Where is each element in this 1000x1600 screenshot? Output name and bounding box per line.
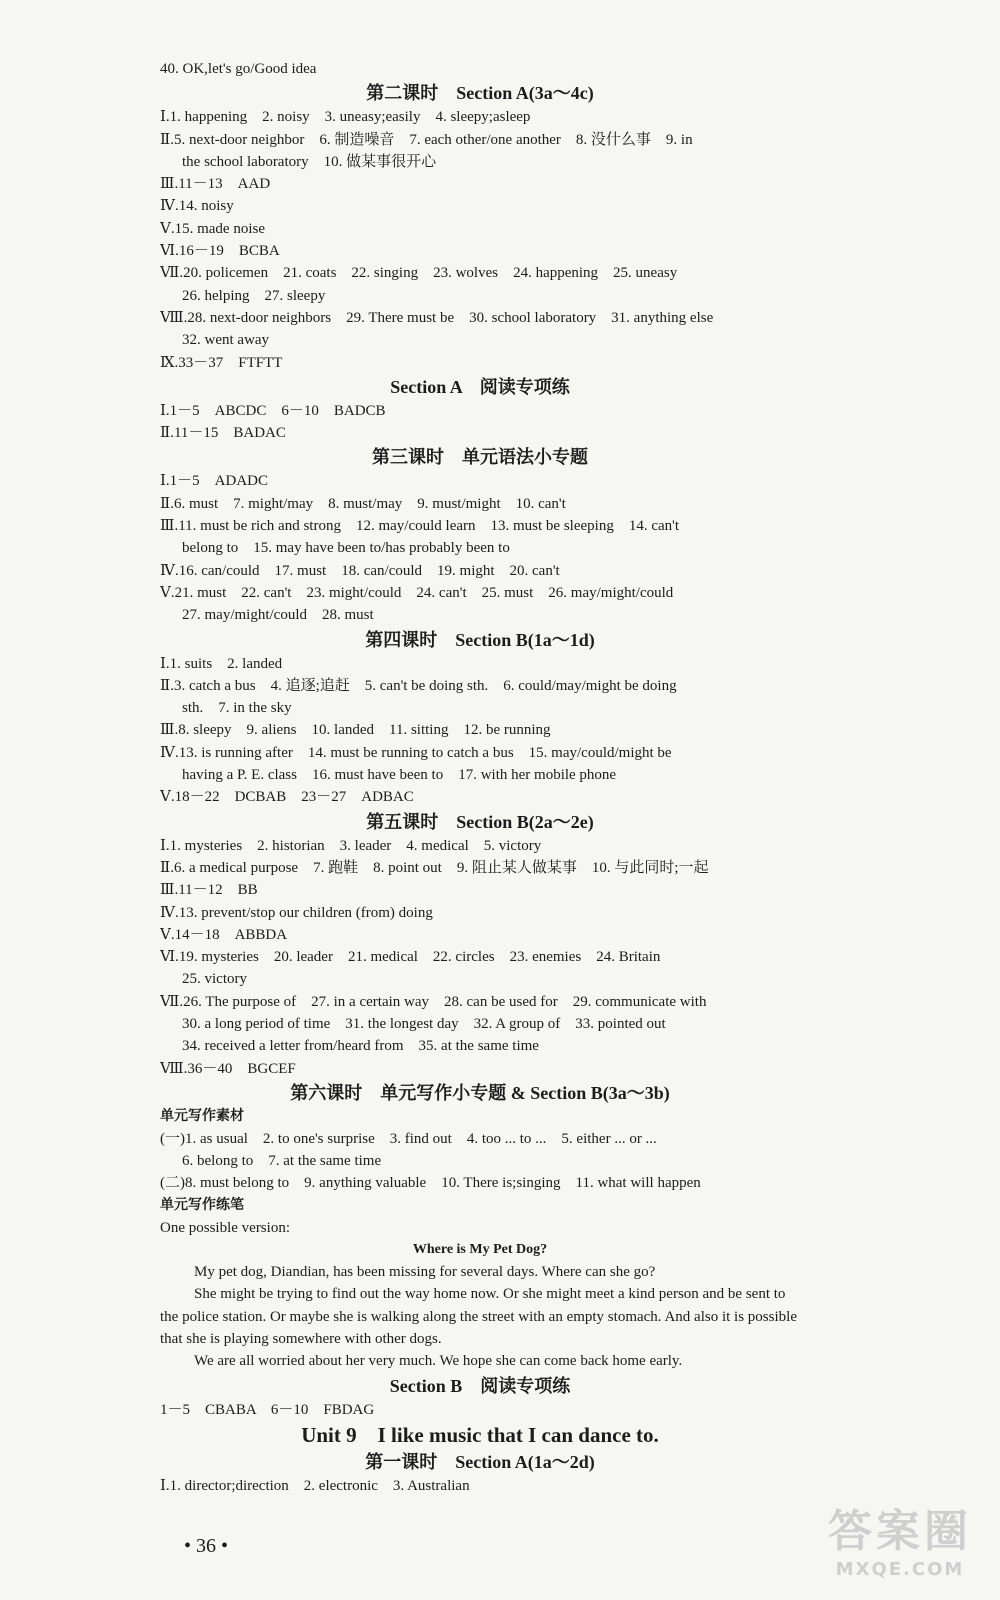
answer-line: One possible version: (160, 1219, 290, 1236)
answer-line: Ⅵ.16－19 BCBA (160, 243, 280, 260)
answer-line: (一)1. as usual 2. to one's surprise 3. find out 4. too ... to ... 5. either ... or ... (160, 1130, 657, 1147)
answer-page (160, 58, 800, 1497)
answer-line: Ⅶ.26. The purpose of 27. in a certain way 28. can be used for 29. communicate with (160, 993, 707, 1010)
watermark-logo-text: 答案圈 (828, 1506, 972, 1557)
answer-line: Ⅲ.11. must be rich and strong 12. may/could learn 13. must be sleeping 14. can't (160, 518, 680, 535)
section-heading: 第五课时 Section B(2a～2e) (366, 811, 594, 832)
section-heading: 第四课时 Section B(1a～1d) (365, 629, 595, 650)
answer-line: 1－5 CBABA 6－10 FBDAG (160, 1401, 375, 1418)
answer-line: Ⅳ.13. prevent/stop our children (from) doing (160, 904, 433, 921)
answer-line: Ⅴ.15. made noise (160, 220, 265, 237)
answer-line: Ⅲ.11－12 BB (160, 882, 258, 899)
answer-line: 6. belong to 7. at the same time (182, 1153, 382, 1170)
answer-line: Ⅱ.11－15 BADAC (160, 425, 286, 442)
section-heading: 第二课时 Section A(3a～4c) (366, 83, 594, 104)
section-heading: 第一课时 Section A(1a～2d) (365, 1451, 595, 1472)
answer-line: 40. OK,let's go/Good idea (160, 61, 317, 77)
watermark (828, 1495, 972, 1580)
answer-line: 26. helping 27. sleepy (182, 287, 326, 304)
answer-line: 30. a long period of time 31. the longest day 32. A group of 33. pointed out (182, 1015, 666, 1032)
answer-line: 27. may/might/could 28. must (182, 607, 374, 624)
answer-line: Ⅲ.11－13 AAD (160, 176, 271, 193)
answer-line: 32. went away (182, 332, 270, 349)
answer-line: the school laboratory 10. 做某事很开心 (182, 153, 437, 170)
answer-line: Ⅴ.21. must 22. can't 23. might/could 24. can't 25. must 26. may/might/could (160, 584, 674, 601)
answer-line: Ⅳ.14. noisy (160, 198, 234, 215)
answer-line: (二)8. must belong to 9. anything valuable 10. There is;singing 11. what will happen (160, 1175, 701, 1192)
answer-line: Ⅲ.8. sleepy 9. aliens 10. landed 11. sitting 12. be running (160, 722, 551, 739)
answer-line: 25. victory (182, 971, 247, 988)
answer-line: having a P. E. class 16. must have been to 17. with her mobile phone (182, 767, 617, 784)
watermark-url: MXQE.COM (835, 1559, 965, 1580)
essay-paragraph: My pet dog, Diandian, has been missing for several days. Where can she go? (194, 1264, 656, 1281)
answer-line: Ⅰ.1. happening 2. noisy 3. uneasy;easily 4. sleepy;asleep (160, 109, 531, 126)
answer-line: Ⅰ.1. mysteries 2. historian 3. leader 4. medical 5. victory (160, 837, 542, 854)
essay-paragraph: We are all worried about her very much. We hope she can come back home early. (194, 1353, 683, 1370)
answer-line: Ⅳ.13. is running after 14. must be running to catch a bus 15. may/could/might be (160, 744, 672, 761)
answer-line: Ⅴ.18－22 DCBAB 23－27 ADBAC (160, 789, 414, 806)
answer-line: Ⅳ.16. can/could 17. must 18. can/could 19. might 20. can't (160, 562, 560, 579)
answer-line: Ⅰ.1－5 ADADC (160, 473, 269, 490)
subsection-label: 单元写作练笔 (160, 1197, 244, 1213)
answer-line: 34. received a letter from/heard from 35. at the same time (182, 1038, 539, 1055)
answer-line: Ⅰ.1－5 ABCDC 6－10 BADCB (160, 402, 386, 419)
answer-line: belong to 15. may have been to/has probably been to (182, 540, 510, 557)
answer-line: Ⅴ.14－18 ABBDA (160, 926, 288, 943)
answer-line: Ⅱ.6. a medical purpose 7. 跑鞋 8. point out 9. 阻止某人做某事 10. 与此同时;一起 (160, 859, 709, 876)
answer-line: sth. 7. in the sky (182, 700, 292, 717)
answer-line: Ⅱ.3. catch a bus 4. 追逐;追赶 5. can't be doing sth. 6. could/may/might be doing (160, 677, 677, 694)
answer-line: Ⅰ.1. director;direction 2. electronic 3. Australian (160, 1477, 470, 1494)
answer-line: Ⅸ.33－37 FTFTT (160, 354, 283, 371)
answer-line: Ⅶ.20. policemen 21. coats 22. singing 23. wolves 24. happening 25. uneasy (160, 265, 678, 282)
answer-line: Ⅷ.28. next-door neighbors 29. There must be 30. school laboratory 31. anything else (160, 309, 714, 326)
answer-line: Ⅵ.19. mysteries 20. leader 21. medical 22. circles 23. enemies 24. Britain (160, 949, 661, 966)
section-heading: 第六课时 单元写作小专题 & Section B(3a～3b) (290, 1082, 670, 1103)
essay-title: Where is My Pet Dog? (412, 1242, 548, 1258)
answer-line: Ⅰ.1. suits 2. landed (160, 655, 283, 672)
essay-paragraph: She might be trying to find out the way home now. Or she might meet a kind person and be sent to the police station. Or maybe she is walking along the street with an empty stomach. And also it is possible that she is playing somewhere with other dogs. (160, 1286, 797, 1347)
section-heading: Section A 阅读专项练 (390, 376, 570, 397)
subsection-label: 单元写作素材 (160, 1108, 244, 1124)
section-heading: 第三课时 单元语法小专题 (372, 447, 588, 468)
section-heading: Section B 阅读专项练 (389, 1375, 571, 1396)
answer-line: Ⅷ.36－40 BGCEF (160, 1060, 296, 1077)
unit-heading: Unit 9 I like music that I can dance to. (301, 1422, 659, 1447)
page-number: • 36 • (184, 1535, 229, 1557)
answer-line: Ⅱ.6. must 7. might/may 8. must/may 9. must/might 10. can't (160, 495, 566, 512)
answer-line: Ⅱ.5. next-door neighbor 6. 制造噪音 7. each other/one another 8. 没什么事 9. in (160, 131, 693, 148)
